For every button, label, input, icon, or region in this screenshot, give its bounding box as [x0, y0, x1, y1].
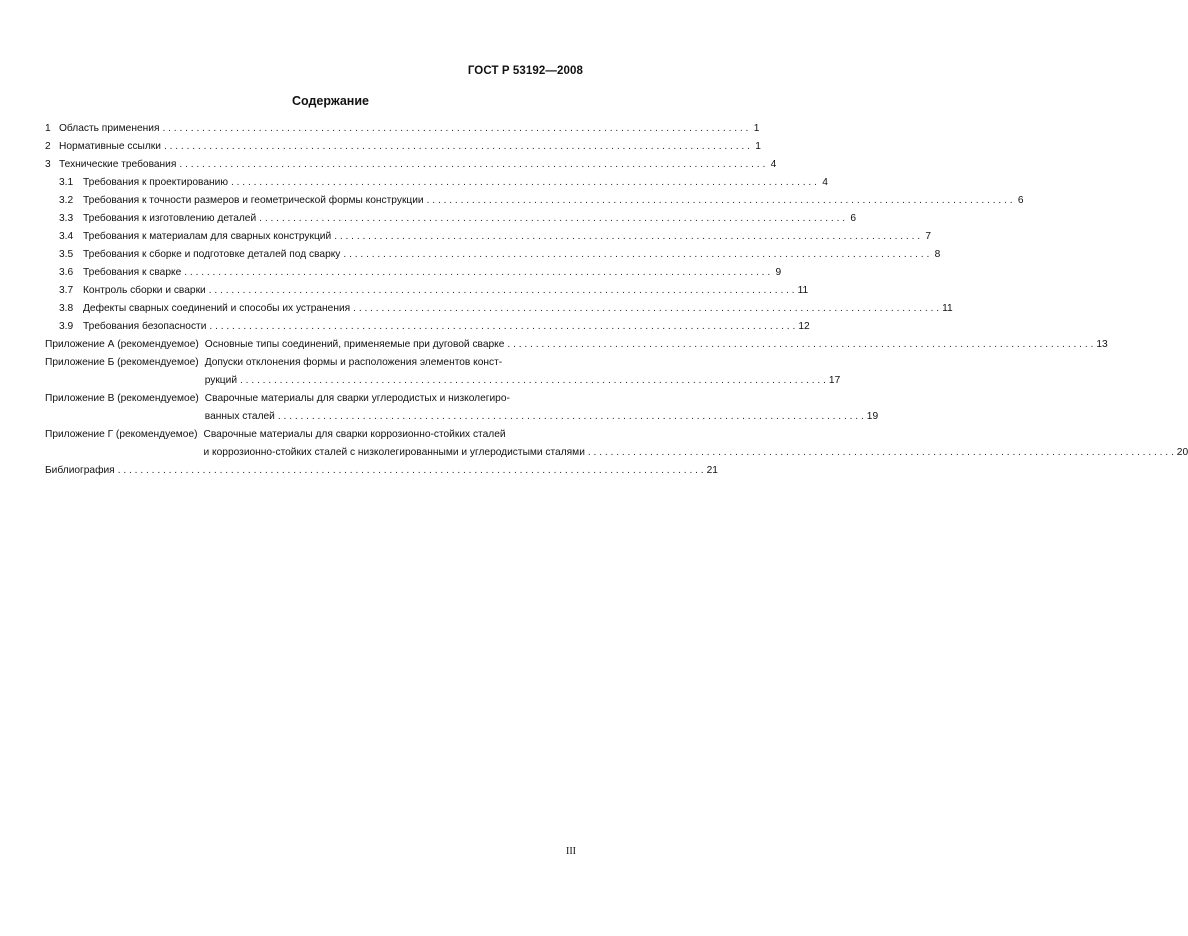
toc-entry-page: 19: [866, 411, 879, 422]
toc-entry-number: 2: [45, 141, 51, 152]
toc-entry-text: Область применения: [59, 123, 160, 134]
appendix-title: Сварочные материалы для сварки коррозионно-стойких сталей: [203, 429, 506, 440]
toc-entry-number: 3.2: [59, 195, 74, 206]
toc-entry-text: Библиография: [45, 465, 115, 476]
toc-appendix-entry[interactable]: [45, 390, 879, 426]
toc-entry-page: 6: [850, 213, 857, 224]
toc-dot-leader: [240, 372, 826, 390]
toc-entry-text: Дефекты сварных соединений и способы их устранения: [83, 303, 351, 314]
toc-dot-leader: [209, 282, 795, 300]
toc-dot-leader: [184, 264, 770, 282]
toc-entry-number: 3: [45, 159, 51, 170]
toc-dot-leader: [353, 300, 939, 318]
toc-entry-page: 13: [1096, 339, 1108, 350]
appendix-label: Приложение А (рекомендуемое): [45, 339, 199, 350]
appendix-label: Приложение Б (рекомендуемое): [45, 357, 199, 368]
toc-entry-text: Требования к проектированию: [83, 177, 228, 188]
toc-entry-page: 1: [755, 141, 761, 152]
toc-dot-leader: [343, 246, 929, 264]
appendix-title-continued: и коррозионно-стойких сталей с низколегированными и углеродистыми сталями: [203, 447, 585, 458]
appendix-title: Сварочные материалы для сварки углеродистых и низколегиро-: [204, 393, 510, 404]
toc-entry-number: 3.3: [59, 213, 74, 224]
toc-entry[interactable]: [45, 138, 761, 156]
toc-dot-leader: [118, 462, 704, 480]
toc-entry-text: Технические требования: [59, 159, 177, 170]
toc-entry-number: 3.6: [59, 267, 74, 278]
toc-dot-leader: [231, 174, 817, 192]
toc-dot-leader: [179, 156, 765, 174]
appendix-label: Приложение Г (рекомендуемое): [45, 429, 198, 440]
toc-dot-leader: [588, 444, 1174, 462]
table-of-contents: [45, 120, 1188, 480]
toc-appendix-entry[interactable]: [45, 354, 841, 390]
appendix-title-continued: ванных сталей: [204, 411, 275, 422]
toc-entry-text: Требования безопасности: [83, 321, 207, 332]
toc-entry-number: 3.5: [59, 249, 74, 260]
toc-dot-leader: [507, 336, 1093, 354]
toc-entry-text: Требования к сварке: [83, 267, 182, 278]
toc-entry[interactable]: [45, 264, 782, 282]
page-number: III: [566, 846, 576, 857]
toc-entry[interactable]: [45, 228, 932, 246]
toc-entry-text: Требования к точности размеров и геометрической формы конструкции: [83, 195, 424, 206]
document-code: ГОСТ Р 53192—2008: [467, 65, 583, 77]
toc-entry[interactable]: [45, 120, 760, 138]
appendix-title: Основные типы соединений, применяемые при дуговой сварке: [204, 339, 505, 350]
appendix-title-continued: рукций: [204, 375, 238, 386]
toc-entry-number: 3.1: [59, 177, 74, 188]
toc-entry-page: 4: [822, 177, 828, 188]
toc-entry[interactable]: [45, 192, 1024, 210]
toc-entry-page: 21: [706, 465, 718, 476]
toc-entry-page: 11: [797, 285, 809, 296]
toc-entry-page: 7: [925, 231, 932, 242]
toc-entry[interactable]: [45, 210, 857, 228]
toc-entry-page: 9: [775, 267, 782, 278]
toc-entry[interactable]: [45, 156, 777, 174]
toc-entry-page: 8: [934, 249, 941, 260]
toc-dot-leader: [259, 210, 845, 228]
toc-entry-text: Контроль сборки и сварки: [83, 285, 206, 296]
toc-entry-text: Требования к сборке и подготовке деталей под сварку: [83, 249, 341, 260]
appendix-title: Допуски отклонения формы и расположения элементов конст-: [204, 357, 503, 368]
toc-dot-leader: [162, 120, 748, 138]
toc-dot-leader: [427, 192, 1013, 210]
toc-entry-page: 1: [753, 123, 760, 134]
toc-dot-leader: [278, 408, 864, 426]
toc-entry[interactable]: [45, 246, 941, 264]
toc-dot-leader: [334, 228, 920, 246]
toc-dot-leader: [164, 138, 750, 156]
toc-entry-page: 12: [798, 321, 810, 332]
toc-bibliography-entry[interactable]: [45, 462, 718, 480]
toc-entry-number: 1: [45, 123, 51, 134]
toc-entry[interactable]: [45, 174, 828, 192]
toc-entry-number: 3.4: [59, 231, 74, 242]
toc-dot-leader: [209, 318, 795, 336]
toc-entry[interactable]: [45, 300, 953, 318]
toc-appendix-entry[interactable]: [45, 336, 1108, 354]
toc-entry-page: 11: [942, 303, 953, 314]
toc-entry-page: 6: [1017, 195, 1024, 206]
toc-entry-text: Требования к изготовлению деталей: [83, 213, 257, 224]
toc-entry-number: 3.8: [59, 303, 74, 314]
toc-entry-text: Нормативные ссылки: [59, 141, 161, 152]
toc-entry-page: 4: [770, 159, 777, 170]
toc-appendix-entry[interactable]: [45, 426, 1188, 462]
appendix-label: Приложение В (рекомендуемое): [45, 393, 199, 404]
toc-title: Содержание: [291, 94, 369, 108]
toc-entry-number: 3.9: [59, 321, 74, 332]
toc-entry-page: 17: [828, 375, 841, 386]
toc-entry-number: 3.7: [59, 285, 74, 296]
toc-entry[interactable]: [45, 282, 809, 300]
toc-entry[interactable]: [45, 318, 810, 336]
toc-entry-page: 20: [1176, 447, 1188, 458]
toc-entry-text: Требования к материалам для сварных конструкций: [83, 231, 332, 242]
